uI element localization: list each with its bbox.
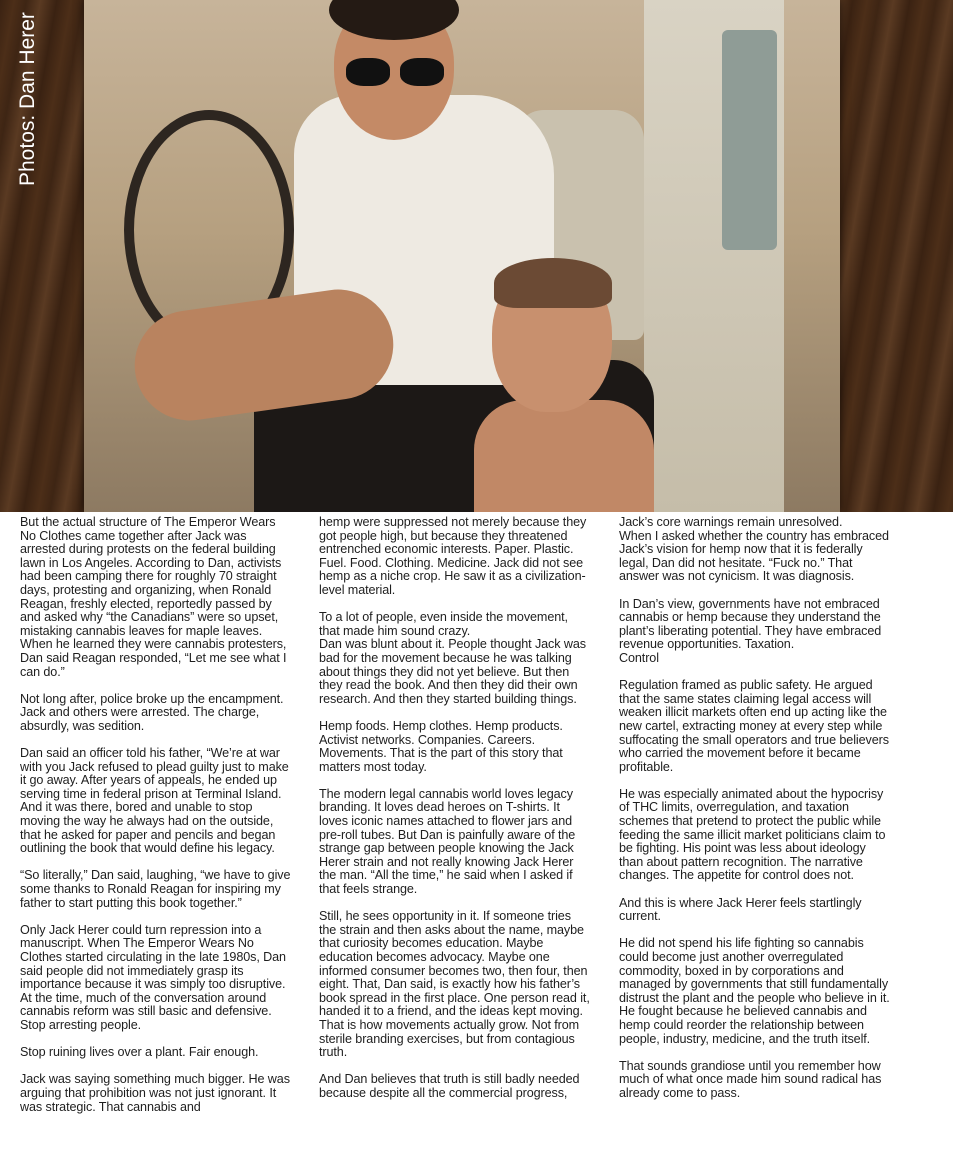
paragraph: Dan said an officer told his father, “We’re at war with you Jack refused to plead guilty just to make it go away. After years of appeals, he ended up serving time in federal prison at Terminal Island. And it was there, bored and unable to stop moving the way he always had on the outside, that he asked for paper and pencils and began outlining the book that would define his legacy.: [20, 746, 289, 856]
paragraph: When I asked whether the country has embraced Jack’s vision for hemp now that it is federally legal, Dan did not hesitate. “Fuck no.” That answer was not cynicism. It was diagnosis.: [619, 528, 889, 584]
article-column-1: [20, 516, 292, 1128]
photo-background: [0, 0, 953, 512]
paragraph: Only Jack Herer could turn repression into a manuscript. When The Emperor Wears No Clothes started circulating in the late 1980s, Dan said people did not immediately grasp its importance because it was simply too disruptive. At the time, much of the conversation around cannabis reform was still basic and defensive. Stop arresting people.: [20, 922, 286, 1032]
paragraph: To a lot of people, even inside the movement, that made him sound crazy.: [319, 610, 568, 638]
paragraph: “So literally,” Dan said, laughing, “we have to give some thanks to Ronald Reagan for inspiring my father to start putting this book together.”: [20, 868, 291, 910]
paragraph: Not long after, police broke up the encampment. Jack and others were arrested. The charge, absurdly, was sedition.: [20, 691, 284, 733]
paragraph: Stop ruining lives over a plant. Fair enough.: [20, 1045, 259, 1060]
paragraph: But the actual structure of The Emperor Wears No Clothes came together after Jack was arrested during protests on the federal building lawn in Los Angeles. According to Dan, activists had been camping there for roughly 70 straight days, protesting and organizing, when Ronald Reagan, freshly elected, reportedly passed by and asked why “the Canadians” were so upset, mistaking cannabis leaves for maple leaves. When he learned they were cannabis protesters, Dan said Reagan responded, “Let me see what I can do.”: [20, 515, 287, 679]
paragraph: In Dan’s view, governments have not embraced cannabis or hemp because they understand the plant’s liberating potential. They have embraced revenue opportunities. Taxation.: [619, 596, 882, 652]
car-side-window: [722, 30, 777, 250]
paragraph: Still, he sees opportunity in it. If someone tries the strain and then asks about the name, maybe that curiosity becomes education. Maybe education becomes advocacy. Maybe one informed consumer becomes two, then four, then eight. That, Dan said, is exactly how his father’s book spread in the first place. One person read it, handed it to a friend, and the ideas kept moving.: [319, 909, 590, 1019]
paragraph: Hemp foods. Hemp clothes. Hemp products. Activist networks. Companies. Careers. Movements. That is the part of this story that matters most today.: [319, 718, 563, 774]
paragraph: Regulation framed as public safety. He argued that the same states claiming legal access will weaken illicit markets often end up acting like the new cartel, extracting money at every step while suffocating the small operators and true believers who carried the movement before it became profitable.: [619, 678, 889, 774]
paragraph: The modern legal cannabis world loves legacy branding. It loves dead heroes on T-shirts. It loves iconic names attached to flower jars and pre-roll tubes. But Dan is painfully aware of the strange gap between people knowing the Jack Herer strain and not really knowing Jack Herer the man. “All the time,” he said when I asked if that feels strange.: [319, 786, 576, 897]
boy-hair: [494, 258, 612, 308]
paragraph: And this is where Jack Herer feels startlingly current.: [619, 895, 862, 924]
paragraph: Jack was saying something much bigger. He was arguing that prohibition was not just ignorant. It was strategic. That cannabis and: [20, 1072, 290, 1114]
vintage-photo: [84, 0, 840, 512]
photo-credit: Photos: Dan Herer: [16, 12, 39, 186]
paragraph: hemp were suppressed not merely because they got people high, but because they threatened entrenched economic interests. Paper. Plastic. Fuel. Food. Clothing. Medicine. Jack did not see hemp as a niche crop. He saw it as a civilization-level material.: [319, 515, 587, 597]
article-column-3: [619, 516, 891, 1114]
paragraph: Jack’s core warnings remain unresolved.: [619, 515, 843, 529]
paragraph: That is how movements actually grow. Not from sterile branding exercises, but from contagious truth.: [319, 1017, 580, 1060]
paragraph: That sounds grandiose until you remember how much of what once made him sound radical has already come to pass.: [619, 1058, 882, 1100]
article-column-2: [319, 516, 591, 1114]
paragraph: Control: [619, 650, 659, 665]
boy-body: [474, 400, 654, 512]
sunglasses: [346, 58, 446, 88]
paragraph: And Dan believes that truth is still badly needed because despite all the commercial progress,: [319, 1072, 580, 1100]
article-columns: [0, 516, 953, 1155]
paragraph: Dan was blunt about it. People thought Jack was bad for the movement because he was talking about things they did not yet believe. But then they read the book. And then they did their own research. And then they started building things.: [319, 637, 586, 706]
paragraph: He did not spend his life fighting so cannabis could become just another overregulated commodity, boxed in by corporations and managed by governments that still fundamentally distrust the plant and the people who believe in it. He fought because he believed cannabis and hemp could reorder the relationship between people, industry, medicine, and the truth itself.: [619, 936, 890, 1046]
paragraph: He was especially animated about the hypocrisy of THC limits, overregulation, and taxation schemes that pretend to protect the public while feeding the same illicit market politicians claim to be fighting. His point was less about ideology than about pattern recognition. The narrative changes. The appetite for control does not.: [619, 786, 886, 883]
